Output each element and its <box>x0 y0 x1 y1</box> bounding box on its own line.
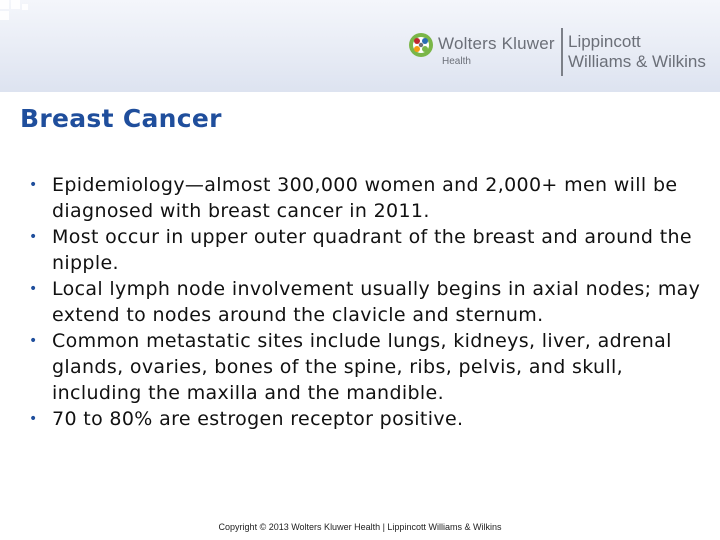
copyright-footer: Copyright © 2013 Wolters Kluwer Health | Lippincott Williams & Wilkins <box>218 522 502 532</box>
logo-brand-line1: Lippincott <box>568 32 641 51</box>
decorative-squares <box>0 0 36 36</box>
header-band <box>0 0 720 92</box>
logo-company-name: Wolters Kluwer <box>438 34 555 53</box>
bullet-icon: • <box>29 411 38 427</box>
logo-divider <box>561 28 563 76</box>
wolters-kluwer-emblem-icon <box>408 32 434 58</box>
bullet-icon: • <box>29 333 38 349</box>
bullet-text: Epidemiology—almost 300,000 women and 2,000+ men will be diagnosed with breast cancer in 2011. <box>52 174 678 222</box>
bullet-item <box>27 224 707 276</box>
logo-division: Health <box>442 56 471 67</box>
bullet-text: 70 to 80% are estrogen receptor positive. <box>52 408 464 430</box>
bullet-text: Local lymph node involvement usually begins in axial nodes; may extend to nodes around the clavicle and sternum. <box>52 278 701 326</box>
bullet-item <box>27 276 707 328</box>
bullet-item <box>27 172 707 224</box>
bullet-item <box>27 406 707 432</box>
bullet-item <box>27 328 707 406</box>
slide-title: Breast Cancer <box>20 104 222 133</box>
bullet-list <box>27 172 707 432</box>
bullet-icon: • <box>29 229 38 245</box>
bullet-icon: • <box>29 177 38 193</box>
bullet-text: Common metastatic sites include lungs, kidneys, liver, adrenal glands, ovaries, bones of the spine, ribs, pelvis, and skull, including the maxilla and the mandible. <box>52 330 672 404</box>
bullet-icon: • <box>29 281 38 297</box>
logo-brand-line2: Williams & Wilkins <box>568 52 706 71</box>
publisher-logo <box>408 26 718 78</box>
logo-brand <box>568 32 706 72</box>
bullet-text: Most occur in upper outer quadrant of the breast and around the nipple. <box>52 226 692 274</box>
